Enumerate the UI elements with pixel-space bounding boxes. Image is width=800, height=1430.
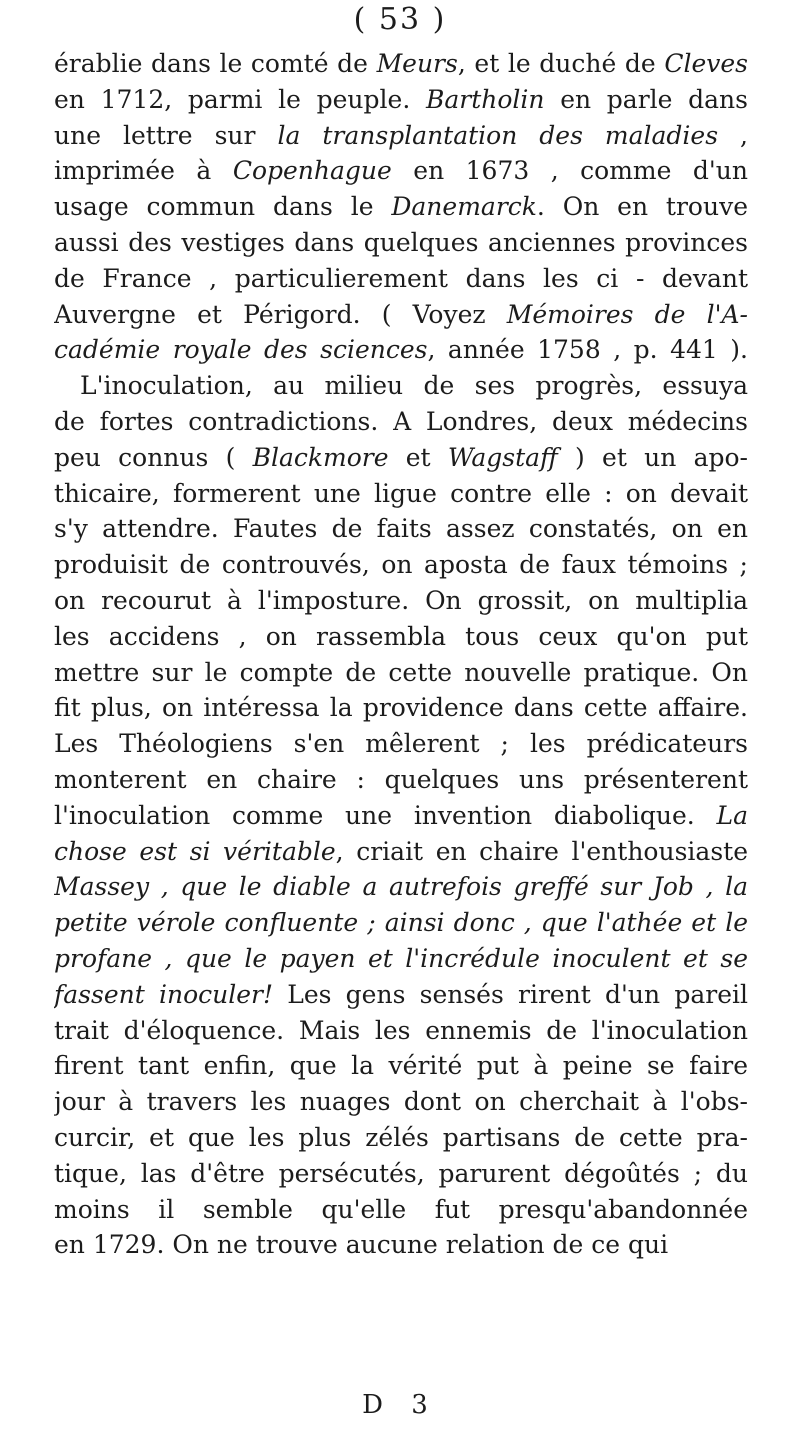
text-segment: aussi des vestiges dans quelques anciennes provinces — [54, 227, 748, 257]
text-line — [54, 798, 748, 834]
text-line — [54, 1192, 748, 1228]
text-segment: usage commun dans le — [54, 192, 392, 222]
text-segment: , année 1758 , p. 441 ). — [427, 335, 748, 365]
text-line — [54, 1013, 748, 1049]
text-line — [54, 368, 748, 404]
text-line — [54, 834, 748, 870]
text-segment: produisit de controuvés, on aposta de faux témoins ; — [54, 550, 748, 580]
text-line — [54, 547, 748, 583]
text-segment: curcir, et que les plus zélés partisans de cette pra- — [54, 1122, 748, 1152]
italic-text-segment: Wagstaff — [447, 442, 558, 472]
body-text — [54, 46, 748, 1263]
text-segment: en 1729. On ne trouve aucune relation de ce qui — [54, 1230, 669, 1260]
text-segment: . On en trouve — [536, 192, 748, 222]
text-line — [54, 869, 748, 905]
text-line — [54, 1156, 748, 1192]
text-segment: érablie dans le comté de — [54, 49, 377, 78]
italic-text-segment: Blackmore — [252, 442, 389, 472]
italic-text-segment: cadémie royale des sciences — [54, 335, 428, 365]
text-segment: en 1712, parmi le peuple. — [54, 84, 426, 114]
text-segment: peu connus ( — [54, 442, 253, 472]
italic-text-segment: la transplantation des maladies — [277, 120, 719, 150]
text-line — [54, 332, 748, 368]
text-segment: les accidens , on rassembla tous ceux qu'on put — [54, 621, 748, 651]
italic-text-segment: La — [716, 800, 748, 830]
text-segment: Les gens sensés rirent d'un pareil — [273, 979, 748, 1009]
text-segment: L'inoculation, au milieu de ses progrès, essuya — [80, 371, 748, 401]
text-segment: une lettre sur — [54, 120, 278, 150]
text-segment: mettre sur le compte de cette nouvelle pratique. On — [54, 657, 748, 687]
text-segment: fit plus, on intéressa la providence dans cette affaire. — [54, 693, 748, 723]
text-line — [54, 941, 748, 977]
text-line — [54, 1048, 748, 1084]
page-number: ( 53 ) — [353, 2, 447, 37]
text-segment: s'y attendre. Fautes de faits assez constatés, on en — [54, 514, 748, 544]
text-segment: , et le duché de — [457, 49, 665, 78]
text-segment: de France , particulierement dans les ci - devant — [54, 263, 748, 293]
text-line — [54, 476, 748, 512]
text-line — [54, 118, 748, 154]
text-segment: on recourut à l'imposture. On grossit, on multiplia — [54, 585, 748, 615]
text-segment: tique, las d'être persécutés, parurent dégoûtés ; du — [54, 1158, 748, 1188]
italic-text-segment: fassent inoculer! — [54, 979, 274, 1009]
text-segment: moins il semble qu'elle fut presqu'abandonnée — [54, 1194, 748, 1224]
text-line — [54, 1084, 748, 1120]
text-line — [54, 905, 748, 941]
text-line — [54, 583, 748, 619]
italic-text-segment: Copenhague — [232, 156, 392, 186]
italic-text-segment: Massey , que le diable a autrefois greffé sur Job , la — [54, 872, 748, 902]
text-segment: Les Théologiens s'en mêlerent ; les prédicateurs — [54, 729, 748, 759]
text-line — [54, 440, 748, 476]
text-line — [54, 82, 748, 118]
text-segment: en parle dans — [544, 84, 748, 114]
text-segment: , criait en chaire l'enthousiaste — [335, 836, 748, 866]
text-line — [54, 977, 748, 1013]
italic-text-segment: Danemarck — [391, 192, 537, 222]
italic-text-segment: Cleves — [664, 49, 748, 78]
text-line — [54, 655, 748, 691]
text-segment: trait d'éloquence. Mais les ennemis de l'inoculation — [54, 1015, 748, 1045]
text-line — [54, 297, 748, 333]
text-segment: thicaire, formerent une ligue contre elle : on devait — [54, 478, 748, 508]
text-segment: de fortes contradictions. A Londres, deux médecins — [54, 406, 748, 436]
text-line — [54, 1227, 748, 1263]
text-segment: et — [388, 442, 448, 472]
text-line — [54, 690, 748, 726]
text-segment: , — [718, 120, 748, 150]
text-line — [54, 511, 748, 547]
text-line — [54, 1120, 748, 1156]
text-segment: jour à travers les nuages dont on cherchait à l'obs- — [54, 1087, 748, 1117]
text-segment: firent tant enfin, que la vérité put à peine se faire — [54, 1051, 748, 1081]
italic-text-segment: petite vérole confluente ; ainsi donc , que l'athée et le — [54, 908, 748, 938]
text-segment: imprimée à — [54, 156, 233, 186]
text-segment: Auvergne et Périgord. ( Voyez — [54, 299, 507, 329]
italic-text-segment: profane , que le payen et l'incrédule inoculent et se — [54, 943, 748, 973]
italic-text-segment: Meurs — [376, 49, 458, 78]
text-segment: monterent en chaire : quelques uns présenterent — [54, 764, 748, 794]
text-line — [54, 726, 748, 762]
text-line — [54, 404, 748, 440]
text-line — [54, 153, 748, 189]
text-line — [54, 225, 748, 261]
printer-signature-mark: D 3 — [362, 1390, 438, 1420]
italic-text-segment: chose est si véritable — [54, 836, 336, 866]
text-line — [54, 46, 748, 82]
italic-text-segment: Bartholin — [425, 84, 545, 114]
text-segment: l'inoculation comme une invention diabolique. — [54, 800, 717, 830]
text-line — [54, 261, 748, 297]
text-line — [54, 762, 748, 798]
italic-text-segment: Mémoires de l'A- — [506, 299, 748, 329]
text-segment: ) et un apo- — [557, 442, 748, 472]
text-line — [54, 619, 748, 655]
text-line — [54, 189, 748, 225]
text-segment: en 1673 , comme d'un — [391, 156, 748, 186]
